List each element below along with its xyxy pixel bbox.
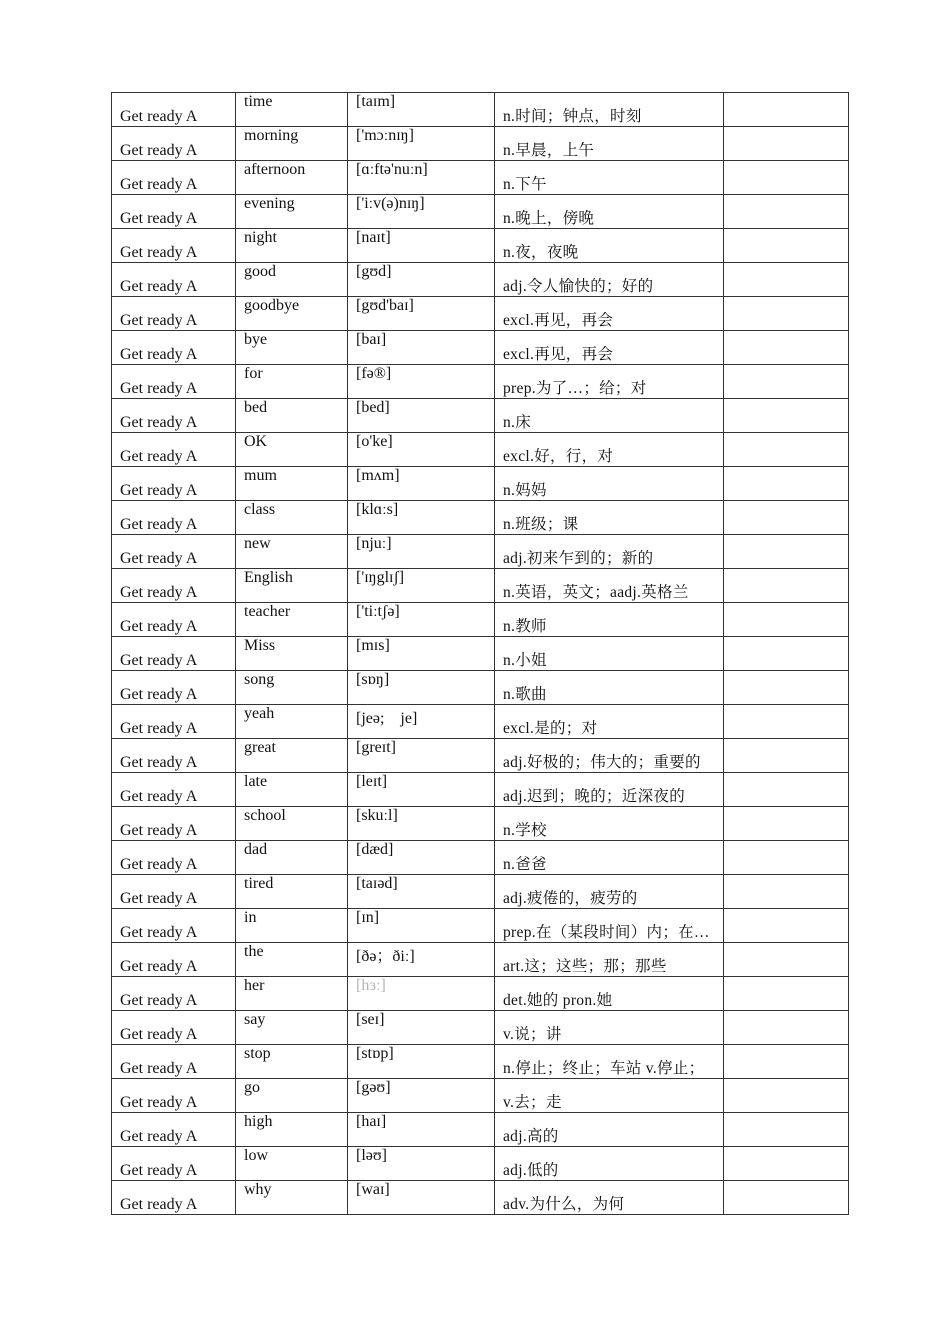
unit-cell: Get ready A: [112, 909, 236, 943]
phonetic-cell: ['tiːtʃə]: [348, 603, 495, 637]
notes-cell: [724, 433, 849, 467]
vocabulary-table: [111, 92, 849, 1215]
word-cell: bye: [236, 331, 348, 365]
definition-cell: n.妈妈: [495, 467, 724, 501]
phonetic-cell: [gʊd'baɪ]: [348, 297, 495, 331]
unit-cell: Get ready A: [112, 637, 236, 671]
word-cell: why: [236, 1181, 348, 1215]
word-cell: in: [236, 909, 348, 943]
notes-cell: [724, 739, 849, 773]
definition-cell: n.学校: [495, 807, 724, 841]
definition-cell: n.晚上，傍晚: [495, 195, 724, 229]
word-cell: night: [236, 229, 348, 263]
table-row: [112, 875, 849, 909]
phonetic-cell: [stɒp]: [348, 1045, 495, 1079]
definition-cell: n.夜，夜晚: [495, 229, 724, 263]
unit-cell: Get ready A: [112, 841, 236, 875]
unit-cell: Get ready A: [112, 739, 236, 773]
definition-cell: excl.再见，再会: [495, 297, 724, 331]
table-row: [112, 671, 849, 705]
notes-cell: [724, 1113, 849, 1147]
definition-cell: adj.疲倦的，疲劳的: [495, 875, 724, 909]
word-cell: afternoon: [236, 161, 348, 195]
phonetic-cell: ['mɔːnɪŋ]: [348, 127, 495, 161]
notes-cell: [724, 705, 849, 739]
notes-cell: [724, 875, 849, 909]
phonetic-cell: [ðə；ðiː]: [348, 943, 495, 977]
word-cell: great: [236, 739, 348, 773]
notes-cell: [724, 841, 849, 875]
phonetic-cell: [haɪ]: [348, 1113, 495, 1147]
table-row: [112, 943, 849, 977]
notes-cell: [724, 1181, 849, 1215]
notes-cell: [724, 569, 849, 603]
unit-cell: Get ready A: [112, 1079, 236, 1113]
table-row: [112, 161, 849, 195]
definition-cell: excl.好，行，对: [495, 433, 724, 467]
definition-cell: n.爸爸: [495, 841, 724, 875]
table-row: [112, 1181, 849, 1215]
definition-cell: n.英语，英文；aadj.英格兰: [495, 569, 724, 603]
definition-cell: adj.迟到；晚的；近深夜的: [495, 773, 724, 807]
notes-cell: [724, 671, 849, 705]
word-cell: goodbye: [236, 297, 348, 331]
unit-cell: Get ready A: [112, 93, 236, 127]
phonetic-cell: ['ɪŋglɪʃ]: [348, 569, 495, 603]
definition-cell: n.下午: [495, 161, 724, 195]
word-cell: for: [236, 365, 348, 399]
notes-cell: [724, 773, 849, 807]
notes-cell: [724, 603, 849, 637]
word-cell: mum: [236, 467, 348, 501]
definition-cell: n.小姐: [495, 637, 724, 671]
unit-cell: Get ready A: [112, 977, 236, 1011]
table-row: [112, 467, 849, 501]
phonetic-cell: [o'ke]: [348, 433, 495, 467]
notes-cell: [724, 1079, 849, 1113]
table-row: [112, 195, 849, 229]
word-cell: stop: [236, 1045, 348, 1079]
table-row: [112, 807, 849, 841]
phonetic-cell: [taɪəd]: [348, 875, 495, 909]
word-cell: OK: [236, 433, 348, 467]
unit-cell: Get ready A: [112, 1113, 236, 1147]
unit-cell: Get ready A: [112, 1147, 236, 1181]
phonetic-cell: [jeə; je]: [348, 705, 495, 739]
word-cell: class: [236, 501, 348, 535]
phonetic-cell: [gʊd]: [348, 263, 495, 297]
unit-cell: Get ready A: [112, 331, 236, 365]
phonetic-cell: [njuː]: [348, 535, 495, 569]
word-cell: time: [236, 93, 348, 127]
unit-cell: Get ready A: [112, 705, 236, 739]
definition-cell: n.教师: [495, 603, 724, 637]
definition-cell: excl.再见，再会: [495, 331, 724, 365]
word-cell: bed: [236, 399, 348, 433]
word-cell: school: [236, 807, 348, 841]
phonetic-cell: [naɪt]: [348, 229, 495, 263]
word-cell: English: [236, 569, 348, 603]
notes-cell: [724, 399, 849, 433]
unit-cell: Get ready A: [112, 433, 236, 467]
phonetic-cell: [skuːl]: [348, 807, 495, 841]
notes-cell: [724, 943, 849, 977]
notes-cell: [724, 1011, 849, 1045]
definition-cell: n.床: [495, 399, 724, 433]
notes-cell: [724, 161, 849, 195]
phonetic-cell: [waɪ]: [348, 1181, 495, 1215]
word-cell: tired: [236, 875, 348, 909]
unit-cell: Get ready A: [112, 1181, 236, 1215]
phonetic-cell: [ləʊ]: [348, 1147, 495, 1181]
definition-cell: adj.好极的；伟大的；重要的: [495, 739, 724, 773]
table-row: [112, 841, 849, 875]
unit-cell: Get ready A: [112, 807, 236, 841]
table-row: [112, 977, 849, 1011]
definition-cell: excl.是的；对: [495, 705, 724, 739]
table-row: [112, 331, 849, 365]
unit-cell: Get ready A: [112, 365, 236, 399]
word-cell: high: [236, 1113, 348, 1147]
table-row: [112, 229, 849, 263]
notes-cell: [724, 467, 849, 501]
word-cell: new: [236, 535, 348, 569]
unit-cell: Get ready A: [112, 1045, 236, 1079]
unit-cell: Get ready A: [112, 1011, 236, 1045]
table-row: [112, 739, 849, 773]
definition-cell: n.停止；终止；车站 v.停止；: [495, 1045, 724, 1079]
notes-cell: [724, 297, 849, 331]
phonetic-cell: [taɪm]: [348, 93, 495, 127]
word-cell: teacher: [236, 603, 348, 637]
word-cell: go: [236, 1079, 348, 1113]
unit-cell: Get ready A: [112, 569, 236, 603]
word-cell: song: [236, 671, 348, 705]
word-cell: yeah: [236, 705, 348, 739]
table-row: [112, 263, 849, 297]
notes-cell: [724, 807, 849, 841]
word-cell: late: [236, 773, 348, 807]
definition-cell: v.说；讲: [495, 1011, 724, 1045]
unit-cell: Get ready A: [112, 161, 236, 195]
unit-cell: Get ready A: [112, 535, 236, 569]
unit-cell: Get ready A: [112, 467, 236, 501]
definition-cell: n.班级；课: [495, 501, 724, 535]
notes-cell: [724, 365, 849, 399]
table-row: [112, 127, 849, 161]
word-cell: good: [236, 263, 348, 297]
table-row: [112, 535, 849, 569]
word-cell: the: [236, 943, 348, 977]
table-row: [112, 399, 849, 433]
unit-cell: Get ready A: [112, 297, 236, 331]
unit-cell: Get ready A: [112, 943, 236, 977]
table-row: [112, 365, 849, 399]
definition-cell: adj.令人愉快的；好的: [495, 263, 724, 297]
notes-cell: [724, 263, 849, 297]
definition-cell: prep.为了…；给；对: [495, 365, 724, 399]
definition-cell: v.去；走: [495, 1079, 724, 1113]
phonetic-cell: [dæd]: [348, 841, 495, 875]
table-row: [112, 705, 849, 739]
definition-cell: n.早晨，上午: [495, 127, 724, 161]
notes-cell: [724, 977, 849, 1011]
notes-cell: [724, 501, 849, 535]
phonetic-cell: [ɑːftə'nuːn]: [348, 161, 495, 195]
notes-cell: [724, 535, 849, 569]
definition-cell: prep.在（某段时间）内；在…: [495, 909, 724, 943]
vocabulary-table-body: [112, 93, 849, 1215]
table-row: [112, 1147, 849, 1181]
word-cell: say: [236, 1011, 348, 1045]
definition-cell: adj.低的: [495, 1147, 724, 1181]
definition-cell: art.这；这些；那；那些: [495, 943, 724, 977]
unit-cell: Get ready A: [112, 773, 236, 807]
word-cell: her: [236, 977, 348, 1011]
phonetic-cell: [bed]: [348, 399, 495, 433]
notes-cell: [724, 909, 849, 943]
word-cell: dad: [236, 841, 348, 875]
phonetic-cell: [seɪ]: [348, 1011, 495, 1045]
phonetic-cell: [ɪn]: [348, 909, 495, 943]
unit-cell: Get ready A: [112, 399, 236, 433]
unit-cell: Get ready A: [112, 501, 236, 535]
table-row: [112, 501, 849, 535]
table-row: [112, 1079, 849, 1113]
definition-cell: adj.高的: [495, 1113, 724, 1147]
phonetic-cell: [fə®]: [348, 365, 495, 399]
definition-cell: adv.为什么，为何: [495, 1181, 724, 1215]
phonetic-cell: [hɜː]: [348, 977, 495, 1011]
notes-cell: [724, 195, 849, 229]
unit-cell: Get ready A: [112, 263, 236, 297]
phonetic-cell: [mʌm]: [348, 467, 495, 501]
definition-cell: n.歌曲: [495, 671, 724, 705]
definition-cell: n.时间；钟点，时刻: [495, 93, 724, 127]
notes-cell: [724, 229, 849, 263]
table-row: [112, 773, 849, 807]
table-row: [112, 297, 849, 331]
phonetic-cell: [mɪs]: [348, 637, 495, 671]
notes-cell: [724, 93, 849, 127]
table-row: [112, 909, 849, 943]
phonetic-cell: [baɪ]: [348, 331, 495, 365]
notes-cell: [724, 1147, 849, 1181]
phonetic-cell: ['iːv(ə)nɪŋ]: [348, 195, 495, 229]
table-row: [112, 1113, 849, 1147]
phonetic-cell: [sɒŋ]: [348, 671, 495, 705]
table-row: [112, 93, 849, 127]
unit-cell: Get ready A: [112, 195, 236, 229]
table-row: [112, 569, 849, 603]
phonetic-cell: [leɪt]: [348, 773, 495, 807]
word-cell: low: [236, 1147, 348, 1181]
table-row: [112, 1045, 849, 1079]
table-row: [112, 1011, 849, 1045]
definition-cell: adj.初来乍到的；新的: [495, 535, 724, 569]
word-cell: morning: [236, 127, 348, 161]
notes-cell: [724, 637, 849, 671]
table-row: [112, 603, 849, 637]
table-row: [112, 637, 849, 671]
unit-cell: Get ready A: [112, 875, 236, 909]
unit-cell: Get ready A: [112, 127, 236, 161]
unit-cell: Get ready A: [112, 671, 236, 705]
unit-cell: Get ready A: [112, 603, 236, 637]
word-cell: Miss: [236, 637, 348, 671]
unit-cell: Get ready A: [112, 229, 236, 263]
word-cell: evening: [236, 195, 348, 229]
definition-cell: det.她的 pron.她: [495, 977, 724, 1011]
notes-cell: [724, 1045, 849, 1079]
notes-cell: [724, 127, 849, 161]
phonetic-cell: [gəʊ]: [348, 1079, 495, 1113]
notes-cell: [724, 331, 849, 365]
phonetic-cell: [klɑːs]: [348, 501, 495, 535]
table-row: [112, 433, 849, 467]
phonetic-cell: [greɪt]: [348, 739, 495, 773]
